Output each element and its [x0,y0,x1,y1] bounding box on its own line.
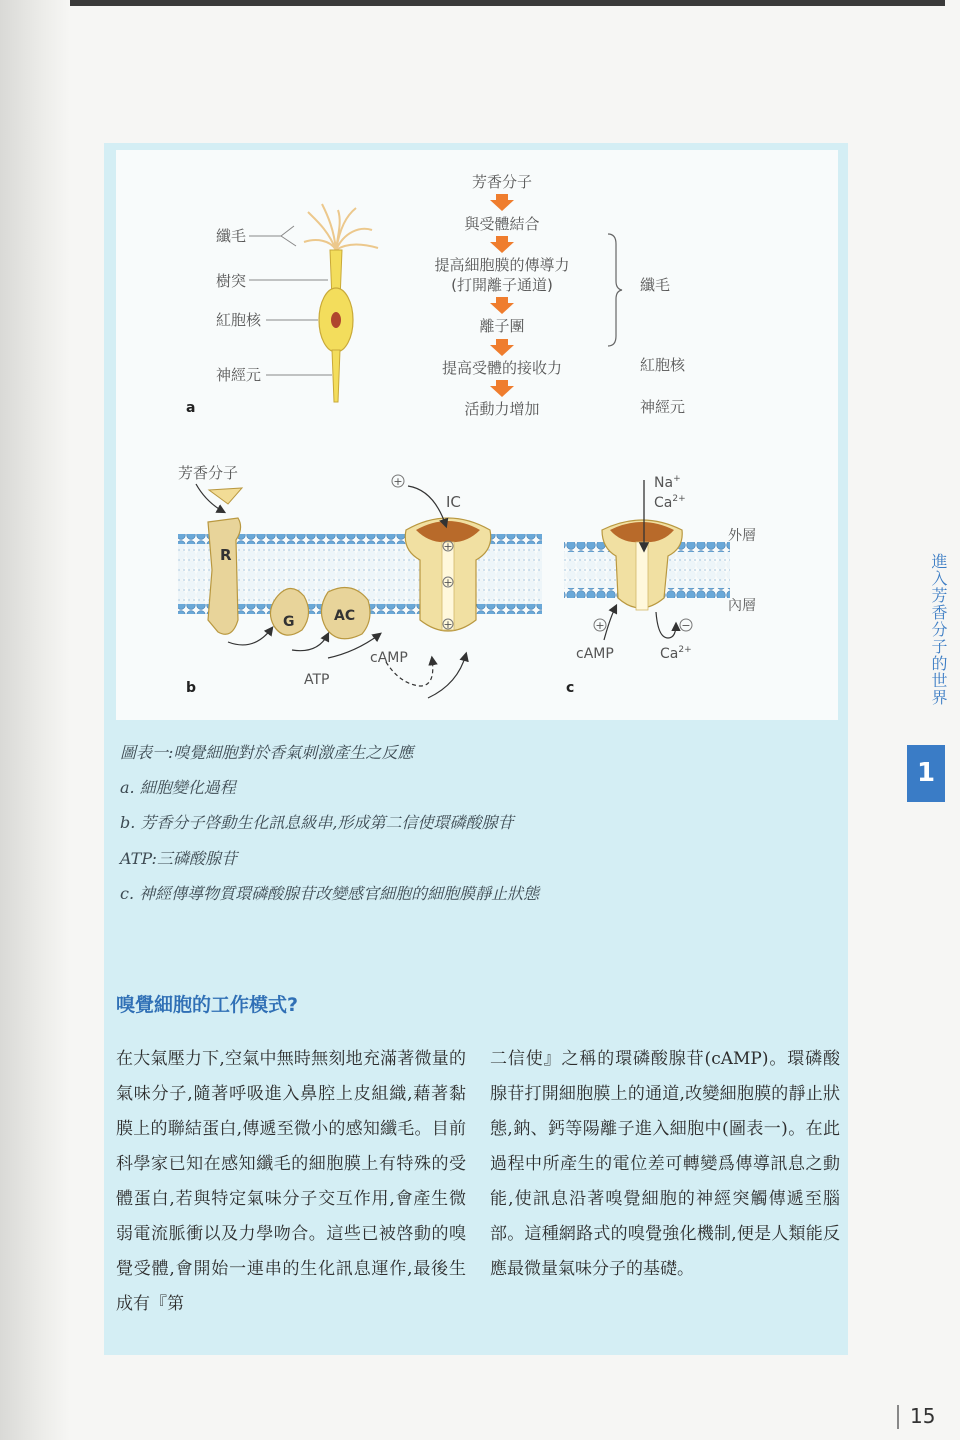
panel-a [186,173,686,418]
na-label: Na+ [654,474,681,491]
right-label-cilia: 纖毛 [640,276,671,294]
camp-label-b: cAMP [370,650,408,666]
label-nucleus: 紅胞核 [216,311,262,329]
svg-text:+: + [443,576,453,589]
atp-label: ATP [304,672,330,688]
svg-text:+: + [443,540,453,553]
bracket [608,234,622,346]
label-neuron: 神經元 [216,366,262,384]
figure-diagram [116,150,838,720]
top-edge-bar [0,0,945,6]
page-number-rule [897,1405,899,1429]
flow-step-3: 提高細胞膜的傳導力 [434,256,570,274]
ca-label: $Ca^{2+}$ [654,494,686,511]
caption-a: a. 細胞變化過程 [120,778,236,797]
g-label: G [283,614,295,630]
outer-layer-label: 外層 [728,528,756,544]
camp-label-c: cAMP [576,646,614,662]
flow-step-6: 活動力增加 [464,400,540,418]
panel-b [178,464,542,698]
section-title: 嗅覺細胞的工作模式? [116,994,299,1016]
caption-b: b. 芳香分子啓動生化訊息級串,形成第二信使環磷酸腺苷 [120,813,514,832]
chapter-tab: 1 [907,745,945,802]
receptor-label: R [220,546,232,564]
flow-step-5: 提高受體的接收力 [441,359,563,377]
odorant-molecule [209,488,242,504]
label-cilia: 纖毛 [216,227,247,245]
right-label-nucleus: 紅胞核 [640,356,686,374]
receptor [208,518,241,634]
panel-c-label: c [566,680,575,696]
label-dendrite: 樹突 [216,272,247,290]
book-spine-shadow [0,0,70,1440]
svg-text:−: − [681,619,691,632]
flow-step-1: 芳香分子 [471,173,533,191]
page-number: 15 [910,1404,936,1428]
ic-label: IC [446,493,461,511]
flow-step-2: 與受體結合 [464,215,540,233]
right-label-neuron: 神經元 [640,398,686,416]
panel-a-label: a [186,400,196,416]
ca-bottom-label: $Ca^{2+}$ [660,645,692,662]
neuron-illustration [304,204,378,402]
panel-b-label: b [186,680,197,696]
svg-text:+: + [393,475,403,488]
caption-title: 圖表一:嗅覺細胞對於香氣刺激產生之反應 [120,743,414,762]
body-text-right: 二信使』之稱的環磷酸腺苷(cAMP)。環磷酸腺苷打開細胞膜上的通道,改變細胞膜的靜止狀態,鈉、鈣等陽離子進入細胞中(圖表一)。在此過程中所產生的電位差可轉變爲傳導訊息之動能,使訊息沿著嗅覺細胞的神經突觸傳遞至腦部。這種網路式的嗅覺強化機制,便是人類能反應最微量氣味分子的基礎。 [490,1049,840,1279]
flow-step-3b: (打開離子通道) [451,276,553,294]
panel-c [564,474,756,696]
flow-chart [434,173,686,418]
ac-label: AC [334,608,356,624]
caption-c: c. 神經傳導物質環磷酸腺苷改變感官細胞的細胞膜靜止狀態 [120,884,540,903]
svg-text:+: + [595,619,605,632]
caption-atp: ATP:三磷酸腺苷 [120,849,237,868]
svg-text:+: + [443,618,453,631]
body-text-left: 在大氣壓力下,空氣中無時無刻地充滿著微量的氣味分子,隨著呼吸進入鼻腔上皮組織,藉著黏膜上的聯結蛋白,傳遞至微小的感知纖毛。目前科學家已知在感知纖毛的細胞膜上有特殊的受體蛋白,若與特定氣味分子交互作用,會產生微弱電流脈衝以及力學吻合。這些已被啓動的嗅覺受體,會開始一連串的生化訊息運作,最後生成有『第 [116,1049,466,1314]
inner-layer-label: 內層 [728,598,756,614]
flow-step-4: 離子團 [479,317,525,335]
chapter-side-title: 進入芳香分子的世界 [929,553,948,706]
odorant-label: 芳香分子 [178,464,239,482]
